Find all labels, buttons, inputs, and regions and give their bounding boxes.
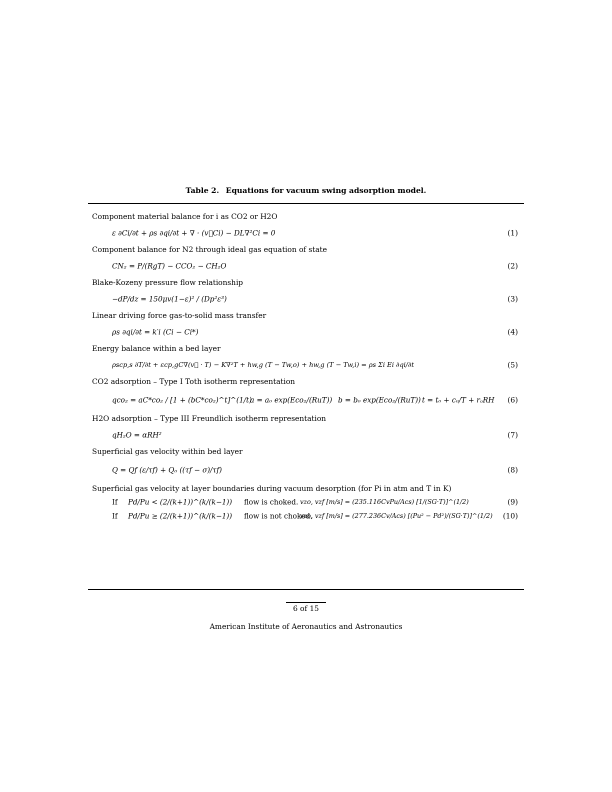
equation-number-5: (5)	[507, 360, 518, 370]
equations-table	[92, 210, 518, 523]
equation-number-1: (1)	[507, 228, 518, 238]
table-bottom-rule	[88, 589, 524, 590]
section-title-co2-toth-isotherm: CO2 adsorption – Type I Toth isotherm representation	[92, 377, 296, 386]
footer-organization: American Institute of Aeronautics and Astronautics	[209, 622, 403, 631]
equation-row-6	[92, 388, 518, 412]
equation-row-7	[92, 425, 518, 445]
table-label: Table 2.	[185, 186, 220, 195]
equation-row-9	[92, 495, 518, 509]
equation-9-condition: Pd/Pu < (2/(k+1))^(k/(k−1))	[128, 497, 233, 507]
footer-rule	[286, 602, 326, 603]
equation-6-t: t = t₀ + c₀/T + rₒRH	[422, 395, 495, 405]
section-title-co2-h2o-balance: Component material balance for i as CO2 or H2O	[92, 212, 278, 221]
section-title-superficial-velocity: Superficial gas velocity within bed layer	[92, 447, 243, 456]
equation-7: qH₂O = αRH²	[112, 430, 162, 440]
equation-number-6: (6)	[507, 395, 518, 405]
equation-2: CN₂ = P/(RgT) − CCO₂ − CH₂O	[112, 261, 227, 271]
equation-1: ε ∂Ci/∂t + ρs ∂qi/∂t + ∇ · (v⃗Ci) − DL∇²Ci = 0	[112, 228, 276, 238]
equation-number-2: (2)	[507, 261, 518, 271]
equation-number-10: (10)	[502, 511, 518, 521]
equation-row-5	[92, 355, 518, 375]
equation-row-2	[92, 256, 518, 276]
section-title-n2-balance: Component balance for N2 through ideal gas equation of state	[92, 245, 328, 254]
equation-row-3	[92, 289, 518, 309]
equation-9-status: flow is choked.	[244, 497, 299, 507]
equation-row-10	[92, 509, 518, 523]
equation-row-8	[92, 458, 518, 482]
section-title-blake-kozeny: Blake-Kozeny pressure flow relationship	[92, 278, 244, 287]
table-title: Equations for vacuum swing adsorption model.	[225, 186, 427, 195]
equation-number-8: (8)	[507, 465, 518, 475]
equation-number-7: (7)	[507, 430, 518, 440]
section-title-ldf-mass-transfer: Linear driving force gas-to-solid mass transfer	[92, 311, 267, 320]
equation-10-velocity: vzo, vzf [m/s] = (277.236Cv/Acs) [(Pu² − Pd²)/(SG·T)]^(1/2)	[300, 512, 493, 520]
section-title-boundary-velocity: Superficial gas velocity at layer boundaries during vacuum desorption (for Pi in atm and T in K)	[92, 484, 452, 493]
equation-number-3: (3)	[507, 294, 518, 304]
table-top-rule	[88, 203, 524, 204]
equation-10-if: If	[112, 511, 118, 521]
equation-6-a: a = a₀ exp(Eco₂/(RuT))	[250, 395, 333, 405]
equation-10-status: flow is not choked.	[244, 511, 313, 521]
equation-4: ρs ∂qi/∂t = k′i (Ci − Ci*)	[112, 327, 199, 337]
section-title-h2o-freundlich-isotherm: H2O adsorption – Type III Freundlich isotherm representation	[92, 414, 327, 423]
equation-row-1	[92, 223, 518, 243]
equation-9-if: If	[112, 497, 118, 507]
equation-6-b: b = b₀ exp(Eco₂/(RuT))	[338, 395, 421, 405]
equation-9-velocity: vzo, vzf [m/s] = (235.116CvPu/Acs) [1/(SG·T)]^(1/2)	[300, 498, 469, 506]
page-number: 6 of 15	[293, 604, 319, 613]
equation-5: ρscp,s ∂T/∂t + εcp,gC∇(v⃗ · T) − K∇²T + hw,g (T − Tw,o) + hw,g (T − Tw,i) = ρs Σi Ei ∂qi/∂t	[112, 361, 415, 369]
equation-6-toth: qco₂ = aC*co₂ / [1 + (bC*co₂)^t]^(1/t)	[112, 395, 252, 405]
equation-3: −dP/dz = 150μv(1−ε)² / (Dp²ε³)	[112, 294, 227, 304]
equation-10-condition: Pd/Pu ≥ (2/(k+1))^(k/(k−1))	[128, 511, 233, 521]
equation-number-4: (4)	[507, 327, 518, 337]
equation-number-9: (9)	[507, 497, 518, 507]
table-caption	[92, 186, 520, 195]
section-title-energy-balance: Energy balance within a bed layer	[92, 344, 221, 353]
equation-row-4	[92, 322, 518, 342]
equation-8: Q = Qf (ε/τf) + Q₀ ((τf − σ)/τf)	[112, 465, 222, 475]
